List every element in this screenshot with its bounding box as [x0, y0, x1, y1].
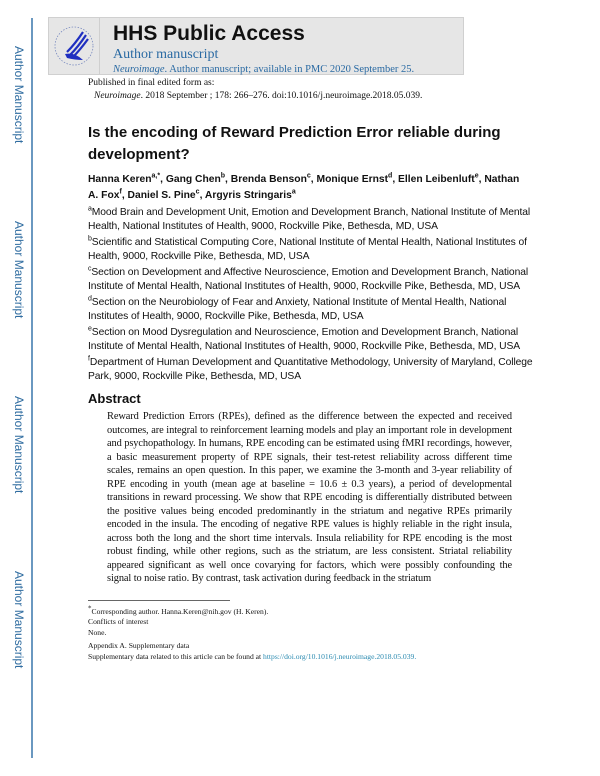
affiliation-list	[88, 206, 536, 383]
conflicts-text: None.	[88, 627, 107, 637]
paper-title: Is the encoding of Reward Prediction Error reliable during development?	[88, 124, 501, 163]
author	[166, 174, 225, 185]
body-column	[88, 206, 536, 662]
footnotes	[88, 603, 568, 663]
side-label	[4, 40, 34, 150]
affiliation-marker: d	[88, 295, 92, 303]
published-citation	[94, 90, 422, 102]
affiliation	[88, 266, 536, 293]
footnote-marker: *	[88, 603, 92, 612]
affiliation-marker: a	[88, 205, 92, 213]
author	[398, 174, 479, 185]
affiliation-marker: f	[88, 355, 90, 363]
corresponding-author-note	[88, 603, 568, 618]
journal-name: Neuroimage	[94, 91, 141, 101]
author-affiliation-marker: c	[195, 188, 200, 196]
author-affiliation-marker: d	[388, 172, 393, 180]
affiliation	[88, 326, 536, 353]
conflicts-heading: Conflicts of interest	[88, 617, 149, 626]
citation-text: . 2018 September ; 178: 266–276. doi:10.1016/j.neuroimage.2018.05.039.	[140, 91, 423, 101]
affiliation-text: Section on Mood Dysregulation and Neuroscience, Emotion and Development Branch, National Institute of Mental Health, National Institutes of Health, 9000, Rockville Pike, Bethesda, MD, USA	[88, 327, 521, 352]
author-name: Ellen Leibenluft	[398, 174, 475, 185]
author	[231, 174, 311, 185]
hhs-header	[48, 17, 464, 75]
corresponding-text: Corresponding author. Hanna.Keren@nih.gov (H. Keren).	[91, 606, 269, 616]
author	[128, 190, 200, 201]
affiliation-text: Section on Development and Affective Neuroscience, Emotion and Development Branch, National Institute of Mental Health, National Institutes of Health, 9000, Rockville Pike, Bethesda, MD, USA	[88, 267, 529, 292]
affiliation	[88, 236, 536, 263]
author-affiliation-marker: f	[119, 188, 122, 196]
affiliation	[88, 206, 536, 233]
published-label: Published in final edited form as:	[88, 78, 215, 88]
side-label	[4, 390, 34, 500]
author-name: Brenda Benson	[230, 174, 307, 185]
author-name: Argyris Stringaris	[204, 189, 292, 201]
author-name: Monique Ernst	[316, 174, 389, 185]
author-list: Hanna Keren$^{a,*}$, Gang Chen$^b$, Brenda Benson$^c$, Monique Ernst$^d$, Ellen Leibenluft$^e$, Nathan A. Fox$^f$, Daniel S. Pine$^c$, Argyris Stringaris$^a$	[88, 172, 520, 201]
author	[88, 174, 160, 185]
side-label-text: Author Manuscript	[12, 571, 26, 669]
author	[317, 174, 393, 185]
side-label	[4, 565, 34, 675]
footnote-rule	[88, 600, 230, 601]
author-affiliation-marker: e	[474, 172, 479, 180]
journal-name: Neuroimage	[113, 64, 165, 75]
header-title: HHS Public Access	[113, 22, 305, 45]
affiliation	[88, 296, 536, 323]
affiliation-text: Section on the Neurobiology of Fear and Anxiety, National Institute of Mental Health, National Institutes of Health, 9000, Rockville Pike, Bethesda, MD, USA	[88, 297, 507, 322]
header-availability	[113, 64, 414, 76]
author-name: Hanna Keren	[88, 174, 152, 185]
affiliation-marker: c	[88, 265, 92, 273]
side-label	[4, 215, 34, 325]
appendix-heading: Appendix A. Supplementary data	[88, 641, 190, 650]
abstract-heading: Abstract	[88, 391, 141, 406]
author-name: Gang Chen	[165, 174, 221, 185]
author-name: Daniel S. Pine	[127, 189, 196, 201]
affiliation-marker: b	[88, 235, 92, 243]
hhs-logo-icon	[49, 18, 100, 74]
abstract-text: Reward Prediction Errors (RPEs), defined as the difference between the expected and received outcomes, are integral to reinforcement learning models and play an important role in development and psychopathology. In humans, RPE encoding can be estimated using fMRI recordings, however, a basic measurement property of RPE signals, their test-retest reliability across different time scales, remains an open question. In this paper, we examine the 3-month and 3-year reliability of RPE encoding in youth (mean age at baseline = 10.6 ± 0.3 years), a period of developmental transitions in reward processing. We show that RPE encoding is differentially distributed between the positive values being encoded predominantly in the striatum and negative RPEs primarily encoded in the insula. The encoding of negative RPE values is highly reliable in the right insula, across both the long and the short time intervals. Insula reliability for RPE encoding is the most robust finding, while other regions, such as the striatum, are less consistent. Striatal reliability appeared significant as well once covarying for factors, which were possibly confounding the signal to noise ratio. By contrast, task activation during feedback in the striatum	[107, 411, 512, 584]
author-affiliation-marker: b	[220, 172, 226, 180]
affiliation	[88, 356, 536, 383]
affiliation-marker: e	[88, 325, 92, 333]
author-affiliation-marker: c	[306, 172, 311, 180]
affiliation-text: Department of Human Development and Quantitative Methodology, University of Maryland, College Park, 9000, Rockville Pike, Bethesda, MD, USA	[88, 357, 533, 382]
side-label-text: Author Manuscript	[12, 221, 26, 319]
side-label-text: Author Manuscript	[12, 396, 26, 494]
affiliation-text: Mood Brain and Development Unit, Emotion and Development Branch, National Institute of Mental Health, National Institutes of Health, 9000, Rockville Pike, Bethesda, MD, USA	[88, 207, 531, 232]
side-label-text: Author Manuscript	[12, 46, 26, 144]
availability-text: . Author manuscript; available in PMC 2020 September 25.	[164, 64, 415, 75]
affiliation-text: Scientific and Statistical Computing Core, National Institute of Mental Health, National Institutes of Health, 9000, Rockville Pike, Bethesda, MD, USA	[88, 237, 527, 262]
author-affiliation-marker: a	[291, 188, 296, 196]
header-subtitle: Author manuscript	[113, 47, 219, 62]
author	[205, 190, 296, 201]
author-affiliation-marker: a,*	[151, 172, 161, 180]
supplementary-note	[88, 652, 568, 663]
supp-text: Supplementary data related to this article can be found at	[88, 651, 264, 661]
side-divider	[31, 18, 33, 758]
author-name: Nathan A. Fox	[88, 174, 520, 201]
supplementary-link[interactable]: https://doi.org/10.1016/j.neuroimage.2018.05.039.	[263, 651, 417, 661]
